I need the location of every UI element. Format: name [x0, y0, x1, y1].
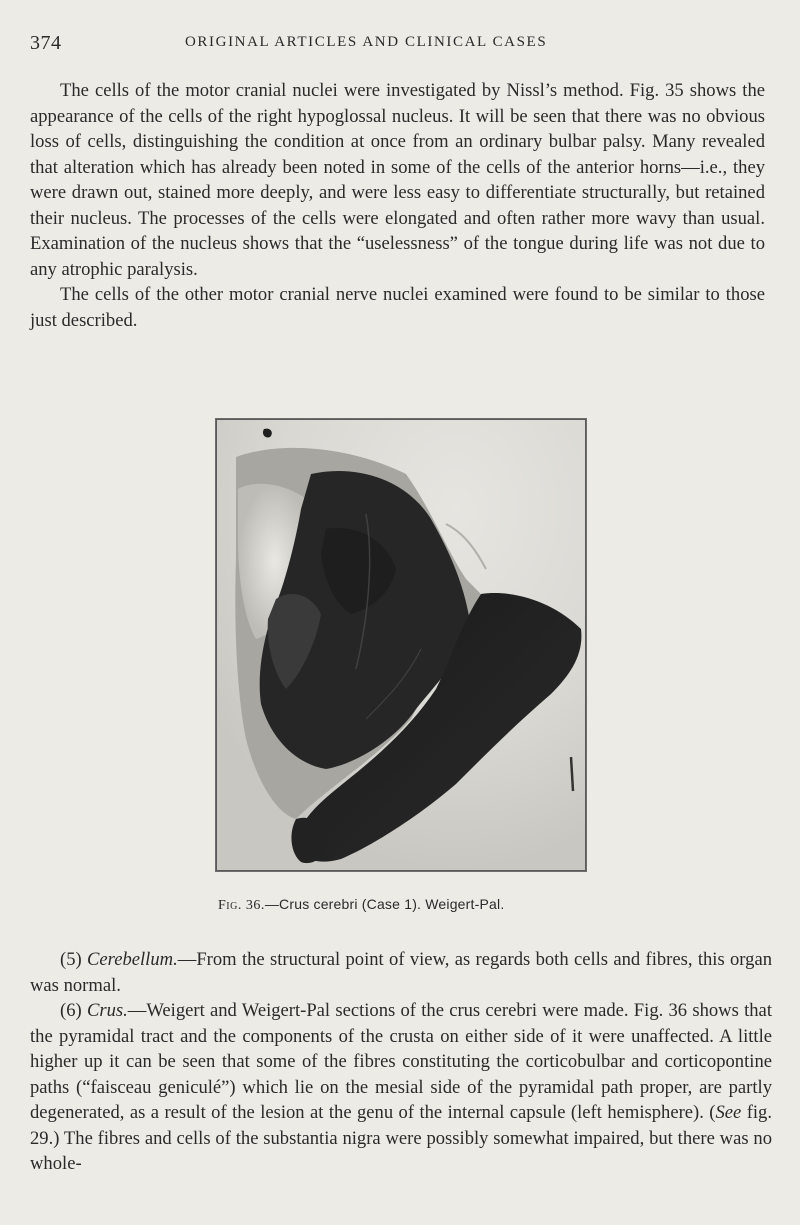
paragraph-crus	[30, 998, 772, 1177]
paragraph-other-nuclei: The cells of the other motor cranial nerve nuclei examined were found to be similar to those just described.	[30, 284, 765, 331]
section-heading-cerebellum: Cerebellum.	[87, 949, 178, 970]
running-title: ORIGINAL ARTICLES AND CLINICAL CASES	[185, 34, 548, 50]
micrograph-image	[216, 419, 586, 871]
figure-caption-text: —Crus cerebri (Case 1). Weigert-Pal.	[264, 896, 505, 912]
section-text-cerebellum: —From the structural point of view, as regards both cells and fibres, this organ was normal.	[30, 949, 773, 996]
bottom-text-block	[30, 947, 772, 1177]
paragraph-cerebellum	[30, 947, 772, 998]
section-number-cerebellum: (5)	[60, 949, 82, 970]
section-number-crus: (6)	[60, 1000, 82, 1021]
figure-crus-cerebri-photo	[215, 418, 587, 872]
figure-caption	[218, 896, 504, 914]
page-header	[30, 28, 770, 58]
section-text-crus-1: —Weigert and Weigert-Pal sections of the crus cerebri were made. Fig. 36 shows that the pyramidal tract and the components of the crusta on either side of it were unaffected. A little higher up it can be seen that some of the fibres constituting the corticobulbar and corticopontine paths (“faisceau geniculé”) which lie on the mesial side of the pyramidal path proper, are partly degenerated, as a result of the lesion at the genu of the internal capsule (left hemisphere). (	[30, 1000, 772, 1123]
see-reference: See	[715, 1102, 742, 1123]
section-text-crus-2: fig. 29.) The fibres and cells of the substantia nigra were possibly somewhat impaired, but there was no whole-	[30, 1102, 772, 1174]
section-heading-crus: Crus.	[86, 1000, 128, 1021]
page-number: 374	[30, 32, 62, 54]
paragraph-nissl: The cells of the motor cranial nuclei were investigated by Nissl’s method. Fig. 35 shows the appearance of the cells of the right hypoglossal nucleus. It will be seen that there was no obvious loss of cells, distinguishing the condition at once from an ordinary bulbar palsy. Many revealed that alteration which has already been noted in some of the cells of the anterior horns—i.e., they were drawn out, stained more deeply, and were less easy to differentiate structurally, but retained their nucleus. The processes of the cells were elongated and often rather more wavy than usual. Examination of the nucleus shows that the “uselessness” of the tongue during life was not due to any atrophic paralysis.	[30, 80, 765, 280]
figure-label: Fig. 36.	[218, 898, 265, 913]
top-text-block	[30, 78, 765, 333]
